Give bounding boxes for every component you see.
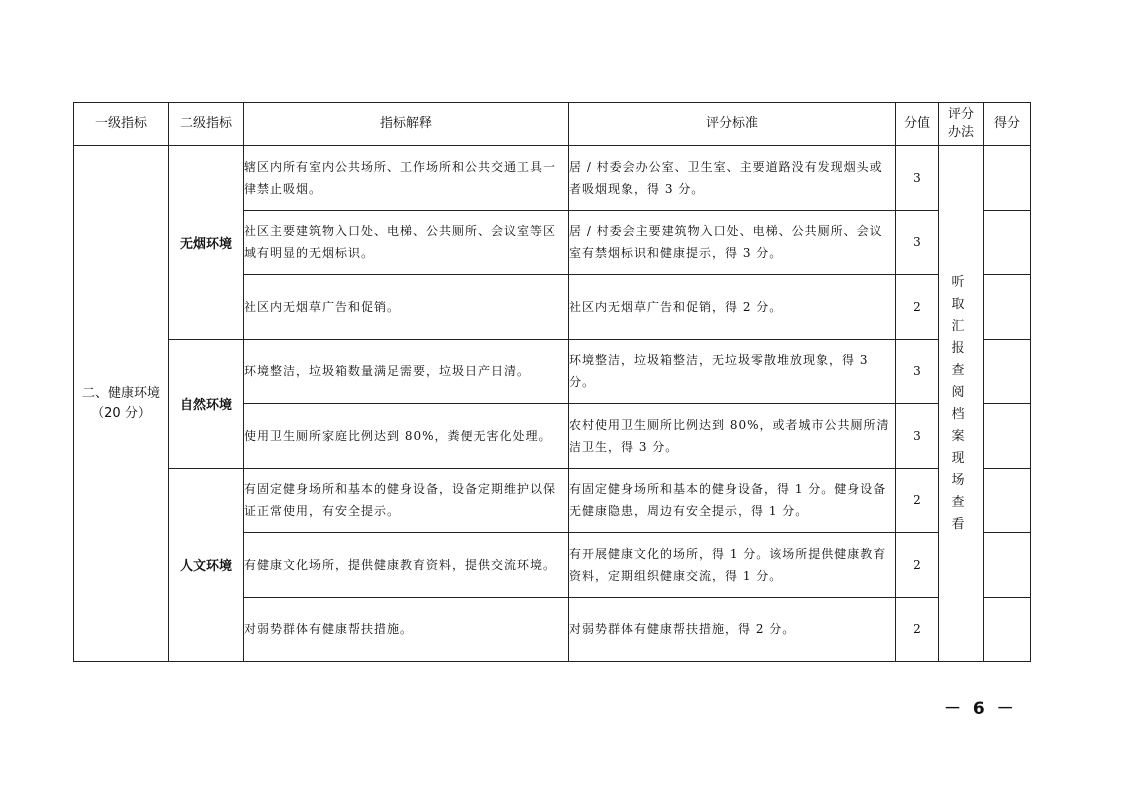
obtained-score-cell[interactable]: [984, 146, 1031, 211]
obtained-score-cell[interactable]: [984, 404, 1031, 469]
category-name: 二、健康环境: [81, 385, 160, 401]
explanation-cell: 有健康文化场所，提供健康教育资料，提供交流环境。: [244, 533, 569, 598]
explanation-cell: 有固定健身场所和基本的健身设备，设备定期维护以保证正常使用，有安全提示。: [244, 468, 569, 533]
header-method-line1: 评分: [947, 107, 974, 122]
explanation-cell: 辖区内所有室内公共场所、工作场所和公共交通工具一律禁止吸烟。: [244, 146, 569, 211]
evaluation-table: [73, 102, 1031, 662]
obtained-score-cell[interactable]: [984, 210, 1031, 275]
explanation-cell: 对弱势群体有健康帮扶措施。: [244, 597, 569, 662]
header-level2: 二级指标: [169, 103, 244, 146]
page-number: － 6 －: [944, 699, 1017, 719]
criteria-cell: 居 / 村委会主要建筑物入口处、电梯、公共厕所、会议室有禁烟标识和健康提示，得 3 分。: [569, 210, 896, 275]
points-cell: 2: [896, 468, 939, 533]
points-cell: 3: [896, 404, 939, 469]
obtained-score-cell[interactable]: [984, 275, 1031, 340]
obtained-score-cell[interactable]: [984, 339, 1031, 404]
points-cell: 2: [896, 275, 939, 340]
header-obtained: 得分: [984, 103, 1031, 146]
method-cell: [939, 146, 984, 662]
criteria-cell: 对弱势群体有健康帮扶措施，得 2 分。: [569, 597, 896, 662]
obtained-score-cell[interactable]: [984, 533, 1031, 598]
subcategory-smoke-free: 无烟环境: [169, 146, 244, 340]
header-points: 分值: [896, 103, 939, 146]
header-level1: 一级指标: [74, 103, 169, 146]
criteria-cell: 环境整洁，垃圾箱整洁，无垃圾零散堆放现象，得 3 分。: [569, 339, 896, 404]
explanation-cell: 使用卫生厕所家庭比例达到 80%，粪便无害化处理。: [244, 404, 569, 469]
header-explanation: 指标解释: [244, 103, 569, 146]
criteria-cell: 农村使用卫生厕所比例达到 80%，或者城市公共厕所清洁卫生，得 3 分。: [569, 404, 896, 469]
criteria-cell: 有开展健康文化的场所，得 1 分。该场所提供健康教育资料，定期组织健康交流，得 1 分。: [569, 533, 896, 598]
header-method-line2: 办法: [947, 125, 974, 140]
table-row: [74, 146, 1031, 211]
obtained-score-cell[interactable]: [984, 597, 1031, 662]
subcategory-cultural-environment: 人文环境: [169, 468, 244, 662]
table-row: [74, 468, 1031, 533]
category-total: （20 分）: [91, 405, 151, 421]
points-cell: 2: [896, 597, 939, 662]
explanation-cell: 社区内无烟草广告和促销。: [244, 275, 569, 340]
obtained-score-cell[interactable]: [984, 468, 1031, 533]
method-line: 汇 报: [951, 318, 971, 356]
table-header-row: [74, 103, 1031, 146]
points-cell: 2: [896, 533, 939, 598]
criteria-cell: 有固定健身场所和基本的健身设备，得 1 分。健身设备无健康隐患，周边有安全提示，得 1 分。: [569, 468, 896, 533]
header-criteria: 评分标准: [569, 103, 896, 146]
explanation-cell: 环境整洁，垃圾箱数量满足需要，垃圾日产日清。: [244, 339, 569, 404]
points-cell: 3: [896, 210, 939, 275]
method-line: 现 场: [951, 450, 971, 488]
method-line: 查 阅: [951, 362, 971, 400]
method-line: 查 看: [951, 494, 971, 532]
method-line: 听 取: [951, 274, 971, 312]
criteria-cell: 社区内无烟草广告和促销，得 2 分。: [569, 275, 896, 340]
criteria-cell: 居 / 村委会办公室、卫生室、主要道路没有发现烟头或者吸烟现象，得 3 分。: [569, 146, 896, 211]
table-row: [74, 339, 1031, 404]
category-cell: [74, 146, 169, 662]
subcategory-natural-environment: 自然环境: [169, 339, 244, 468]
points-cell: 3: [896, 146, 939, 211]
header-method: [939, 103, 984, 146]
explanation-cell: 社区主要建筑物入口处、电梯、公共厕所、会议室等区域有明显的无烟标识。: [244, 210, 569, 275]
method-line: 档 案: [951, 406, 971, 444]
points-cell: 3: [896, 339, 939, 404]
